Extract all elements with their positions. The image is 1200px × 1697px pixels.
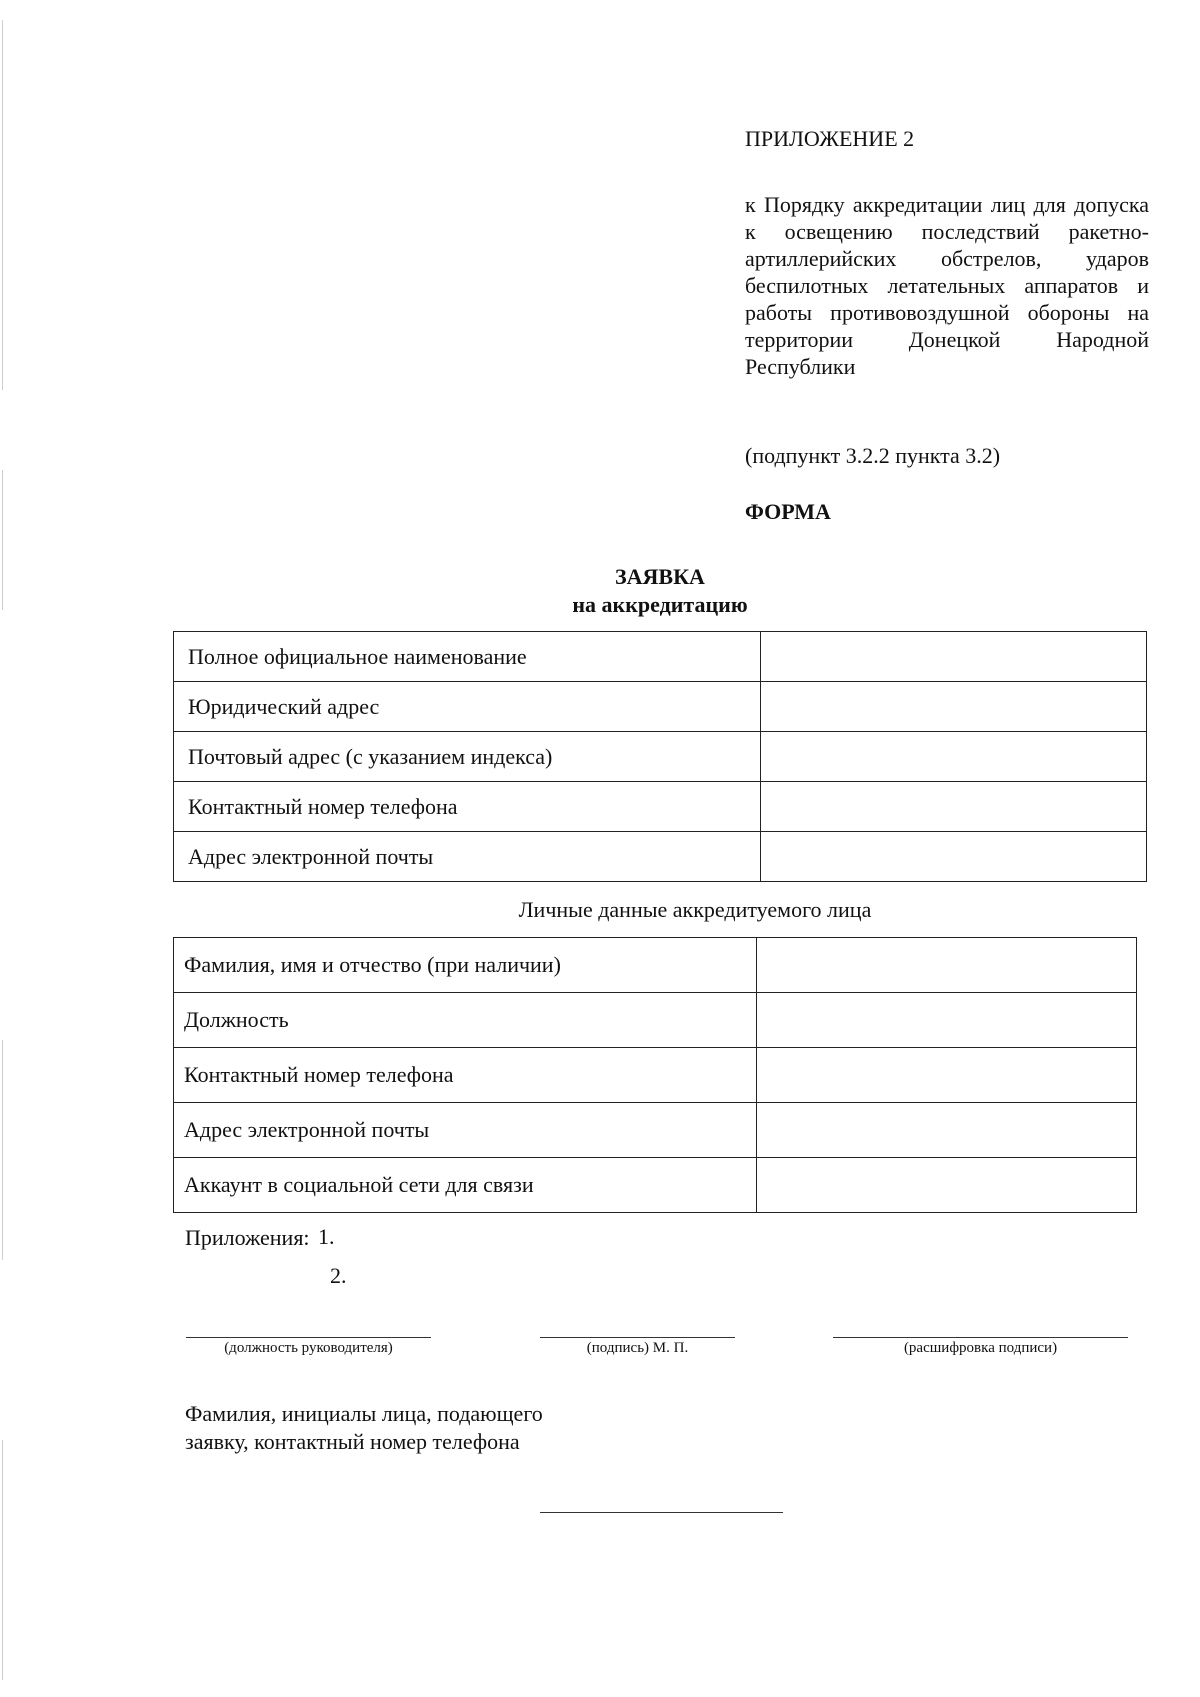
row-value-field[interactable] xyxy=(757,1048,1137,1103)
row-value-field[interactable] xyxy=(757,993,1137,1048)
scan-edge-mark xyxy=(2,1440,3,1680)
row-label: Юридический адрес xyxy=(174,682,761,732)
position-signature-line xyxy=(186,1337,431,1338)
row-value-field[interactable] xyxy=(761,632,1147,682)
appendix-description: к Порядку аккредитации лиц для допуска к освещению последствий ракетно-артиллерийских обстрелов, ударов беспилотных летательных аппаратов и работы противовоздушной обороны на территории Донецкой Народной Республики xyxy=(745,192,1149,379)
attachment-item: 2. xyxy=(330,1263,347,1288)
signature-caption: (подпись) М. П. xyxy=(586,1340,689,1356)
document-title: ЗАЯВКА xyxy=(615,564,705,589)
table-row xyxy=(174,1103,1137,1158)
table-row xyxy=(174,832,1147,882)
row-label: Адрес электронной почты xyxy=(174,1103,757,1158)
table-row xyxy=(174,1048,1137,1103)
attachment-item: 1. xyxy=(318,1224,335,1249)
submitter-line xyxy=(540,1512,783,1513)
form-label: ФОРМА xyxy=(745,499,831,524)
table-row xyxy=(174,993,1137,1048)
row-value-field[interactable] xyxy=(757,1103,1137,1158)
row-value-field[interactable] xyxy=(757,938,1137,993)
row-label: Полное официальное наименование xyxy=(174,632,761,682)
row-label: Аккаунт в социальной сети для связи xyxy=(174,1158,757,1213)
row-label: Адрес электронной почты xyxy=(174,832,761,882)
table-row xyxy=(174,938,1137,993)
row-label: Почтовый адрес (с указанием индекса) xyxy=(174,732,761,782)
decoding-caption: (расшифровка подписи) xyxy=(903,1340,1058,1356)
row-value-field[interactable] xyxy=(761,832,1147,882)
appendix-title: ПРИЛОЖЕНИЕ 2 xyxy=(745,126,915,151)
table-row xyxy=(174,632,1147,682)
row-value-field[interactable] xyxy=(757,1158,1137,1213)
row-value-field[interactable] xyxy=(761,682,1147,732)
table-row xyxy=(174,682,1147,732)
table-row xyxy=(174,1158,1137,1213)
row-label: Должность xyxy=(174,993,757,1048)
scan-edge-mark xyxy=(2,20,3,390)
personal-data-table xyxy=(173,937,1137,1213)
appendix-reference: (подпункт 3.2.2 пункта 3.2) xyxy=(745,443,1001,468)
row-label: Контактный номер телефона xyxy=(174,1048,757,1103)
submitter-info: Фамилия, инициалы лица, подающего заявку, контактный номер телефона xyxy=(185,1401,543,1454)
scan-edge-mark xyxy=(2,1040,3,1260)
row-value-field[interactable] xyxy=(761,782,1147,832)
organization-table xyxy=(173,631,1147,882)
signature-line xyxy=(540,1337,735,1338)
position-caption: (должность руководителя) xyxy=(224,1340,393,1356)
attachments-label: Приложения: xyxy=(185,1225,310,1250)
row-label: Контактный номер телефона xyxy=(174,782,761,832)
document-subtitle: на аккредитацию xyxy=(572,592,748,617)
decoding-signature-line xyxy=(833,1337,1128,1338)
personal-data-caption: Личные данные аккредитуемого лица xyxy=(518,897,872,922)
table-row xyxy=(174,782,1147,832)
row-label: Фамилия, имя и отчество (при наличии) xyxy=(174,938,757,993)
row-value-field[interactable] xyxy=(761,732,1147,782)
table-row xyxy=(174,732,1147,782)
